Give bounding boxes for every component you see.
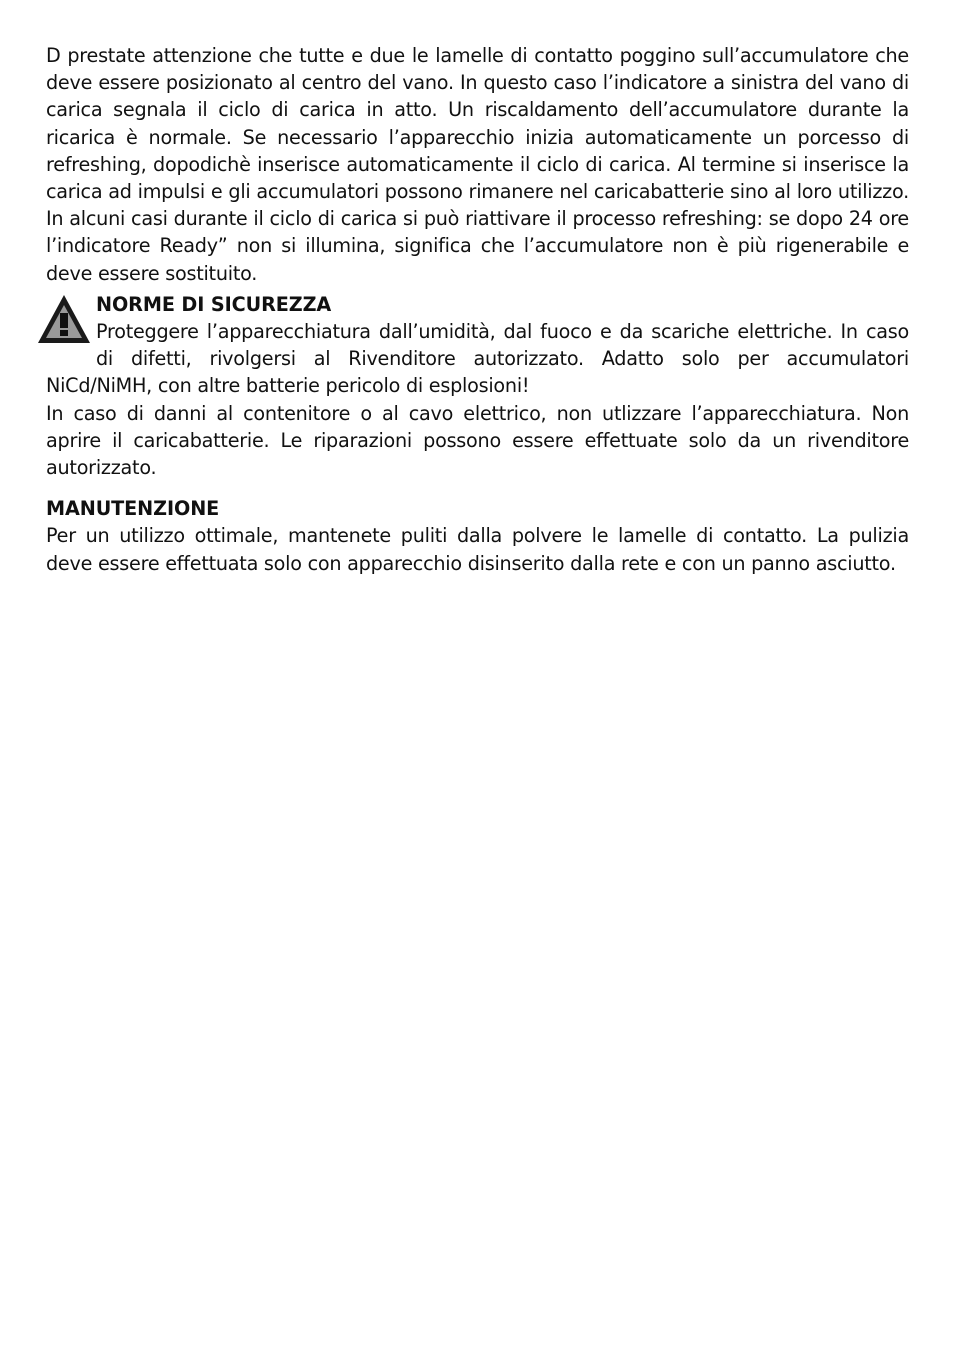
maintenance-section bbox=[46, 495, 909, 577]
safety-heading: NORME DI SICUREZZA bbox=[96, 292, 332, 316]
warning-triangle-icon bbox=[36, 293, 92, 347]
section-gap bbox=[46, 481, 909, 495]
safety-paragraph-2: In caso di danni al contenitore o al cavo elettrico, non utlizzare l’apparecchiatura. Non aprire il caricabatterie. Le riparazioni possono essere effettuate solo da un rivenditore autorizzato. bbox=[46, 401, 909, 480]
maintenance-paragraph: Per un utilizzo ottimale, mantenete puliti dalla polvere le lamelle di contatto. La pulizia deve essere effettuata solo con apparecchio disinserito dalla rete e con un panno asciutto. bbox=[46, 524, 909, 575]
document-page bbox=[46, 42, 909, 577]
maintenance-heading: MANUTENZIONE bbox=[46, 497, 220, 521]
intro-paragraph: D prestate attenzione che tutte e due le lamelle di contatto poggino sull’accumulatore che deve essere posizionato al centro del vano. In questo caso l’indicatore a sinistra del vano di carica segnala il ciclo di carica in atto. Un riscaldamento dell’accumulatore durante la ricarica è normale. Se necessario l’apparecchio inizia automaticamente un porcesso di refreshing, dopodichè inserisce automaticamente il ciclo di carica. Al termine si inserisce la carica ad impulsi e gli accumulatori possono rimanere nel caricabatterie sino al loro utilizzo. In alcuni casi durante il ciclo di carica si può riattivare il processo refreshing: se dopo 24 ore l’indicatore Ready” non si illumina, significa che l’accumulatore non è più rigenerabile e deve essere sostituito. bbox=[46, 44, 909, 285]
safety-paragraph-1: Proteggere l’apparecchiatura dall’umidità, dal fuoco e da scariche elettriche. In caso di difetti, rivolgersi al Rivenditore autorizzato. Adatto solo per accumulatori NiCd/NiMH, con altre batterie pericolo di esplosioni! bbox=[46, 320, 909, 398]
safety-section bbox=[46, 289, 909, 481]
